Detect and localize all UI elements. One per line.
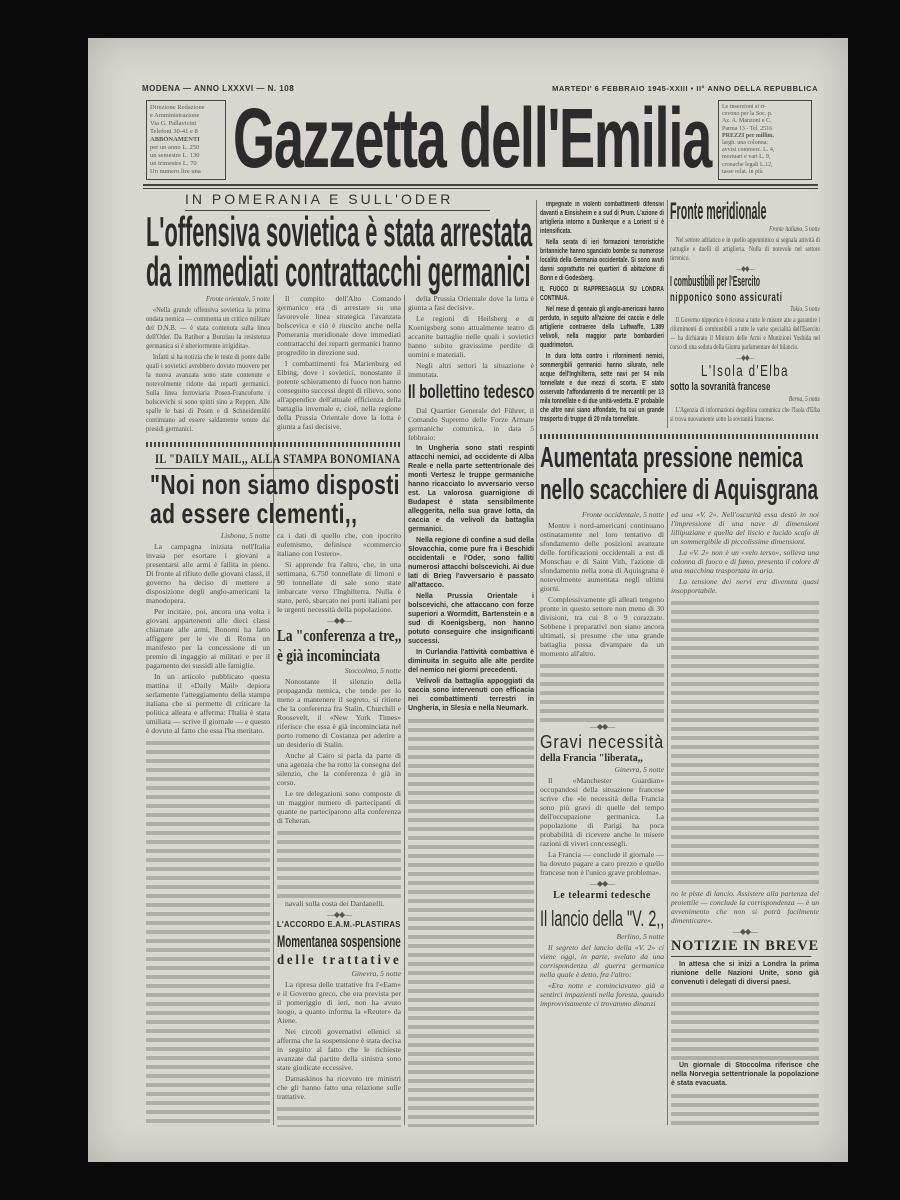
box-line: avvisi commerc. L. 4,	[722, 147, 775, 154]
paragraph: no le piste di lancio. Assistere alla partenza del proiettile — conclude la corrispondenza — è un avvenimento che non si potrà facilmente dimenticare».	[671, 889, 819, 925]
story-dateline: Berna, 5 notte	[788, 394, 820, 403]
box-line: cevono per la Soc. p.	[722, 111, 773, 118]
notizie-title: NOTIZIE IN BREVE	[671, 937, 811, 957]
masthead-rule	[143, 188, 818, 189]
combustibili-title: I combustibili per l'Esercito	[670, 273, 760, 290]
headline-line: è già incominciata	[277, 646, 381, 665]
column-body	[408, 294, 534, 1127]
headline-line: da immediati contrattacchi germanici	[146, 248, 531, 295]
daily-mail-headline	[150, 469, 400, 529]
box-line: Le inserzioni si ri-	[722, 104, 767, 110]
box-line: Un numero lire una	[150, 168, 201, 175]
paragraph: Mentre i nord-americani continuano ostinatamente nel loro tentativo di sfondamento delle posizioni avanzate delle fortificazioni occidentali a est di Monschau e di Saint Vith, l'azione di sfondamento nella zona di Aquisgrana è notevolmente aumentata negli ultimi giorni.	[540, 521, 664, 593]
paragraph: Nel settore adriatico e in quello appenninico si segnala attività di pattuglie e duelli di artiglieria. Nulla di notevole nel settore tirrenico.	[670, 235, 820, 262]
column-divider	[404, 295, 405, 1125]
paragraph: I combattimenti fra Marienburg ed Elbing, dove i sovietici, nonostante il potente schieramento di fuoco non hanno conseguito successi degni di rilievo, sono all'appendice dell'attuale efficienza della battaglia invernale e, cioè, nella regione della Prussia Orientale dove la lotta è giunta a fasi decisive.	[277, 359, 401, 431]
paragraph: Anche al Cairo si parla da parte di una agenzia che ha rotto la consegna del silenzio, che la conferenza è già in corso.	[277, 751, 401, 787]
story-dateline: Stoccolma, 5 notte	[344, 666, 401, 675]
sospensione-kicker: L'ACCORDO E.A.M.-PLASTIRAS	[277, 920, 401, 929]
box-line: un semestre L. 130	[150, 152, 200, 159]
advertising-box	[718, 100, 812, 180]
headline-line: Aumentata pressione nemica	[540, 442, 803, 474]
subheading: IL FUOCO DI RAPPRESAGLIA SU LONDRA CONTINUA.	[540, 286, 664, 302]
paragraph: In un articolo pubblicato questa mattina il «Daily Mail» depiora serlamente l'atteggiamento della stampa italiana che si permette di criticare la politica alleata e afferma: l'Italia è stata umiliata — scrive il giornale — e questo è dovuto al fatto che essa l'ha meritato.	[146, 672, 270, 735]
paragraph: La Francia — conclude il giornale — ha dovuto pagare a caro prezzo e quello francese non è l'unico grave problema».	[540, 850, 664, 877]
daily-mail-column-2	[277, 531, 401, 1127]
column-divider	[536, 200, 537, 1125]
paragraph: La tensione dei nervi era divenuta quasi insopportabile.	[671, 577, 819, 595]
paragraph: Nonostante il silenzio della propaganda nemica, che tende per lo meno a mantenere il segreto, si ritiene che la conferenza fra Stalin, Churchill e Roosevelt, il «New York Times» riferisce che essa è già incominciata nel porto romeno di Costanza per aderire a un desiderio di Stalin.	[277, 677, 401, 749]
paragraph: Il segreto del lancio della «V. 2» ci viene oggi, in parte, svelato da una corrispondenza di guerra germanica nella quale è detto, fra l'altro:	[540, 943, 664, 979]
paragraph: Nella Prussia Orientale i bolscevichi, che attaccano con forze superiori a Wormditt, Bartenstein e a sud di Koenigsberg, non hanno potuto conseguire che insignificanti successi.	[408, 593, 534, 645]
paragraph: Dal Quartier Generale del Führer, il Comando Supremo delle Forze Armate germaniche comunica, in data 5 febbraio:	[408, 406, 534, 442]
text-block	[408, 717, 534, 1127]
headline-line: nello scacchiere di Aquisgrana	[540, 474, 819, 506]
box-line: tasse relat. in più	[722, 168, 763, 175]
paragraph: della Prussia Orientale dove la lotta è giunta a fasi decisive.	[408, 294, 534, 312]
box-line: mortuari e vari L. 9,	[722, 154, 771, 161]
box-line: ABBONAMENTI	[150, 136, 200, 143]
box-line: cronache legali L.12,	[722, 161, 773, 168]
story-dateline: Berlino, 5 notte	[616, 932, 664, 941]
fronte-title: Fronte meridionale	[670, 200, 767, 225]
gravi-title: Gravi necessità	[540, 732, 664, 752]
section-hatch-rule	[146, 442, 401, 447]
main-column-2	[277, 294, 401, 438]
paragraph: «Nella grande offensiva sovietica la prima ondata nemica — commenta un critico militare del D.N.B. — è stata contenuta sulla linea dell'Oder. Da Ratibor a Bunzlau la resistenza germanica si è ulteriormente irrigidita».	[146, 305, 270, 350]
masthead-rule	[143, 184, 818, 186]
paragraph: La «V. 2» non è un «velo terso», solleva una colonna di fuoco e di fumo, presenta il colore di una macchina trasportata in aria.	[671, 548, 819, 575]
sospensione-title: Momentanea sospensione	[277, 932, 401, 951]
box-line: per un anno L. 250	[150, 144, 200, 151]
paragraph: La ripresa delle trattative fra l'«Eam» e il Governo greco, che era prevista per il pomeriggio di ieri, non ha avuto luogo, a quanto informa la «Reuter» da Atene.	[277, 980, 401, 1025]
paragraph: Nella serata di ieri formazioni terroristiche britanniche hanno sganciato bombe su numerose località della Germania occidentale. Si sono avuti danni soprattutto nei quartieri di abitazione di Bonn e di Godesberg.	[540, 239, 664, 282]
story-dateline: Tokio, 5 notte	[790, 304, 820, 313]
column-body	[540, 510, 664, 1127]
story-dateline: Fronte occidentale, 5 notte	[582, 510, 664, 519]
v2-title: Il lancio della "V. 2,,	[540, 906, 664, 931]
paragraph: Il «Manchester Guardian» occupandosi della situazione francese scrive che «le necessità della Francia sono più gravi di quelle del tempo dell'occupazione germanica. La popolazione di Parigi ha poca probabilità di ricevere anche le misere razioni di viveri concessegli.	[540, 776, 664, 848]
paragraph: Velivoli da battaglia appoggiati da caccia sono intervenuti con efficacia nei combattimenti terrestri in Ungheria, in Slesia e nella Neumark.	[408, 678, 534, 712]
paragraph: Per incitare, poi, ancora una volta i giovani appartenenti alle dieci classi chiamate alle armi, Bonomi ha fatto affiggere per le vie di Roma un manifesto per la concessione di un premio di ingaggio ai militari e per il pagamento dei sussidi alle famiglie.	[146, 607, 270, 670]
column-body	[540, 200, 664, 428]
paragraph: ed una «V. 2». Nell'oscurità essa destò in noi l'impressione di una nave di dimensioni lillipuziane e quella del liscio e lucido scafo di un sommergibile di piccolissime dimensioni.	[671, 510, 819, 546]
aquisgrana-column-2	[671, 510, 819, 1127]
box-line: Via G. Pallavicini	[150, 120, 197, 127]
box-line: Parma 13 - Tel. 2516	[722, 125, 773, 132]
box-line: Telefoni 30-41 e 8	[150, 128, 198, 135]
subscription-box	[146, 100, 226, 180]
paragraph: impegnate in violenti combattimenti difensivi davanti a Einsisheim e a sud di Prum. L'azione di artiglieria intorno a Dunkerque e a Lorient si è intensificata.	[540, 201, 664, 235]
box-line: e Amministrazione	[150, 112, 200, 119]
aquisgrana-headline	[540, 442, 819, 506]
main-headline	[146, 208, 533, 295]
text-block	[671, 599, 819, 889]
main-column-4	[540, 200, 664, 428]
column-body	[277, 531, 401, 1127]
separator: —◆◆—	[589, 722, 615, 731]
daily-mail-kicker: IL "DAILY MAIL,, ALLA STAMPA BONOMIANA	[155, 451, 401, 466]
dateline: MARTEDI' 6 FEBBRAIO 1945-XXIII • II° ANNO DELLA REPUBBLICA	[552, 84, 818, 93]
sospensione-subtitle: delle trattative	[277, 953, 401, 968]
column-divider	[667, 200, 668, 428]
main-column-1	[146, 294, 270, 438]
paragraph: Nel mese di gennaio gli anglo-americani hanno perduto, in seguito all'azione dei caccia e delle artiglierie contraeree della Luftwaffe, 1.389 velivoli, nella maggior parte bombardieri quadrimotori.	[540, 306, 664, 349]
elba-subtitle: sotto la sovranità francese	[670, 381, 771, 393]
separator: —◆◆—	[326, 910, 352, 919]
headline-line: "Noi non siamo disposti	[150, 469, 400, 500]
paragraph: In dura lotta contro i rifornimenti nemici, sommergibili germanici hanno silurato, nelle acque dell'Inghilterra, sette navi per 54 mila tonnellate e due mezzi di scorta. E' stato osservato l'affondamento di tre mercantili per 13 mila tonnellate e di due unità-vedetta. E' probabile che altre navi siano affondate, fra cui un grande trasporto di truppe di 20 mila tonnellate.	[540, 353, 664, 423]
headline-line: L'offensiva sovietica è stata arrestata	[146, 208, 533, 255]
box-line: Az. A. Manzoni e C.	[722, 118, 772, 125]
column-body	[670, 200, 820, 428]
box-line: largh. una colonna:	[722, 140, 769, 147]
paragraph: L'Agenzia di informazioni degollista comunica che l'Isola d'Elba si trova nuovamente sotto la sovranità francese.	[670, 405, 820, 423]
section-hatch-rule	[540, 434, 820, 439]
text-block	[277, 1105, 401, 1127]
paragraph: In Ungheria sono stati respinti attacchi nemici, ad occidente di Alba Reale e nella parte settentrionale dei monti Vertesz le truppe germaniche hanno ricacciato lo avversario verso est. La valorosa guarnigione di Budapest è stata sensibilmente alleggerita, nella sua grave lotta, da caccia e da velivoli da battaglia germanici.	[408, 445, 534, 533]
text-block	[671, 1092, 819, 1127]
edition-line: MODENA — ANNO LXXXVI — N. 108	[142, 84, 295, 93]
paragraph: Nei circoli governativi ellenici si afferma che la sospensione è stata decisa in seguito al fatto che le richieste avanzate dal partito della sinistra sono state giudicate eccessive.	[277, 1027, 401, 1072]
separator: —◆◆—	[732, 927, 758, 936]
column-divider	[667, 512, 668, 1125]
headline-line: La "conferenza a tre,,	[277, 626, 401, 645]
right-top-column	[670, 200, 820, 428]
paragraph: Il compito dell'Alto Comando germanico era di arrestare su una favorevole linea strategica l'avanzata bolscevica e ciò è riuscito anche nella Pomerania meridionale dove immediati contrattacchi dei reparti germanici hanno progredito in direzione sud.	[277, 294, 401, 357]
bollettino-title: Il bollettino tedesco	[408, 382, 534, 403]
paragraph: Le tre delegazioni sono composte di un maggior numero di partecipanti di quante ne parteciparono alla conferenza di Teheran.	[277, 789, 401, 825]
main-kicker: IN POMERANIA E SULL'ODER	[185, 191, 454, 207]
paragraph: In Curlandia l'attività combattiva è diminuita in seguito alle alte perdite del nemico nei giorni precedenti.	[408, 649, 534, 674]
story-dateline: Fronte italiano, 5 notte	[769, 224, 820, 233]
paragraph: ca i dati di quello che, con ipocrito eufemismo, definisce «commercio italiano con l'estero».	[277, 531, 401, 558]
aquisgrana-column-1	[540, 510, 664, 1127]
column-body	[146, 531, 270, 1127]
paragraph: «Era notte e cominciavamo già a sentirci impazienti nella foresta, quando improvvisamente ci trovammo dinanzi	[540, 981, 664, 1008]
paragraph: La campagna iniziata nell'Italia invasa per esortare i giovani a presentarsi alle armi è fallita in pieno. Di fronte al rifiuto delle giovani classi, il governo ha deciso di mettere a disposizione degli anglo-americani la manodopera.	[146, 542, 270, 605]
masthead-title: Gazzetta dell'Emilia	[233, 91, 711, 185]
column-divider	[273, 295, 274, 1125]
paragraph: Negli altri settori la situazione è immutata.	[408, 361, 534, 379]
separator: —◆◆—	[589, 879, 615, 888]
gravi-subtitle: della Francia "liberata,,	[540, 753, 643, 764]
paragraph: Infatti si ha notizia che le teste di ponte dalle quali i sovietici avrebbero dovuto muovere per la nuova avanzata sono state contenute e notevolmente ridotte dai reparti germanici. Sulla linea ferroviaria Posen-Francoforte i bolscevichi si sono spinti sino a Reppen. Alle spalle le basi di Posen e di Schneidemühl continuano ad essere saldamente tenute dai presidi germanici.	[146, 352, 270, 433]
headline-line: ad essere clementi,,	[150, 498, 358, 529]
paragraph: Le regioni di Heilsberg e di Koenigsberg sono attualmente teatro di accanite battaglie nelle quali i sovietici hanno subito gravissime perdite di uomini e materiali.	[408, 314, 534, 359]
v2-kicker: Le telearmi tedesche	[553, 890, 651, 901]
paragraph: Un giornale di Stoccolma riferisce che nella Norvegia settentrionale la popolazione è stata evacuata.	[671, 1062, 819, 1087]
main-column-3	[408, 294, 534, 1127]
story-dateline: Lisbona, 5 notte	[220, 531, 270, 540]
box-line: un trimestre L. 70	[150, 160, 197, 167]
paragraph: Damaskinos ha ricevuto tre ministri che gli hanno fatto una relazione sulle trattative.	[277, 1074, 401, 1101]
separator: —◆◆—	[736, 264, 754, 273]
paragraph: Il Governo nipponico è ricorso a tutte le misure atte a garantire i rifornimenti di combustibili a tutte le varie specialità dell'Esercito — ha dichiarato il Ministro delle Armi e Munizioni Yoshida nel corso di una seduta della Giunta parlamentare del bilancio.	[670, 315, 820, 351]
combustibili-subtitle: nipponico sono assicurati	[670, 290, 783, 304]
story-dateline: Ginevra, 5 notte	[614, 765, 664, 774]
box-line: PREZZI per millim.	[722, 132, 775, 139]
column-body	[277, 294, 401, 438]
paragraph: Si apprende fra l'altro, che, in una settimana, 6.750 tonnellate di limoni e 90 tonnellate di sale sono state imbarcate verso l'Inghilterra. Nulla è stato, però, sbarcato nei porti italiani per le urgenti necessità della popolazione.	[277, 560, 401, 614]
text-block	[671, 991, 819, 1061]
story-dateline: Ginevra, 5 notte	[351, 969, 401, 978]
box-line: Direzione Redazione	[150, 104, 205, 111]
paragraph: Nella regione di confine a sud della Slovacchia, come pure fra i Beschidi occidentali e l'Oder, sono falliti numerosi attacchi bolscevichi. Ai due lati di Brieg l'avversario è passato all'attacco.	[408, 537, 534, 589]
column-body	[146, 294, 270, 438]
paragraph: Complessivamente gli alleati tengono pronte in questo settore non meno di 30 divisioni, tra cui 8 o 9 corazzate. Sebbene i preparativi non siano ancora ultimati, si presume che una grande battaglia possa divampare da un momento all'altro.	[540, 595, 664, 658]
paragraph: In attesa che si inizi a Londra la prima riunione delle Nazioni Unite, sono già convenuti i delegati di diversi paesi.	[671, 961, 819, 986]
text-block	[277, 829, 401, 899]
elba-title: L'Isola d'Elba	[701, 363, 789, 380]
story-dateline: Fronte orientale, 5 notte	[206, 294, 270, 303]
daily-mail-column-1	[146, 531, 270, 1127]
text-block	[540, 662, 664, 722]
text-block	[146, 739, 270, 1127]
separator: —◆◆—	[326, 616, 352, 625]
paragraph: navali sulla costa dei Dardanelli.	[285, 899, 385, 908]
column-body	[671, 510, 819, 1127]
conferenza-title	[277, 626, 401, 666]
separator: —◆◆—	[736, 353, 754, 362]
